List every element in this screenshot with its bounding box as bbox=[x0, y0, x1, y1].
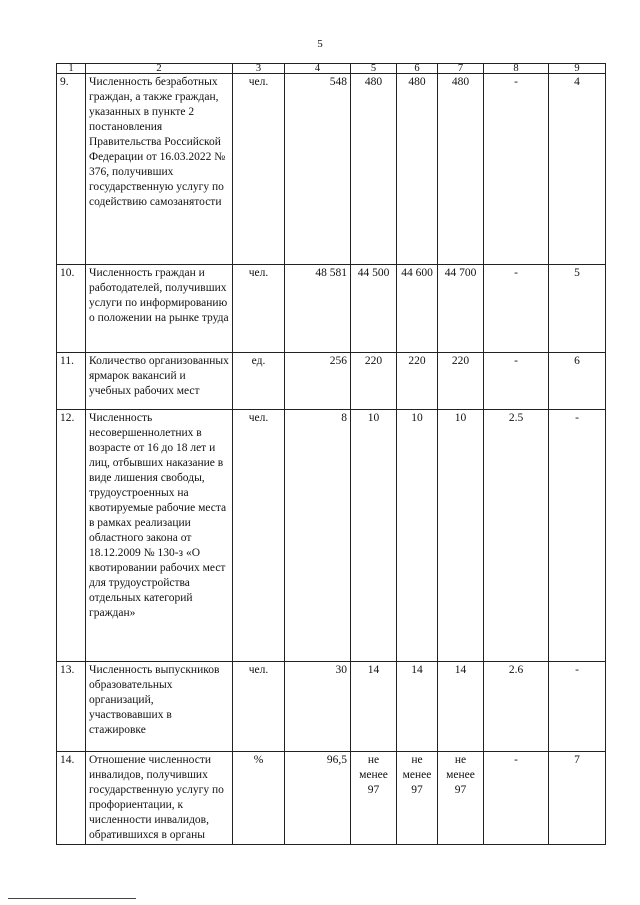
value-cell: 2.5 bbox=[484, 410, 549, 662]
value-cell: 44 600 bbox=[397, 265, 438, 353]
table-row bbox=[57, 265, 606, 353]
value-cell: - bbox=[549, 410, 606, 662]
row-number: 12. bbox=[57, 410, 86, 662]
unit-cell: ед. bbox=[233, 353, 285, 410]
value-cell: - bbox=[484, 353, 549, 410]
table-row bbox=[57, 353, 606, 410]
table-row bbox=[57, 662, 606, 752]
row-number: 10. bbox=[57, 265, 86, 353]
row-number: 14. bbox=[57, 752, 86, 845]
value-cell: 48 581 bbox=[285, 265, 351, 353]
header-cell: 4 bbox=[285, 64, 351, 74]
value-cell: 4 bbox=[549, 74, 606, 265]
indicators-table bbox=[56, 63, 606, 845]
value-cell: 44 500 bbox=[351, 265, 397, 353]
value-cell: 10 bbox=[351, 410, 397, 662]
value-cell: 7 bbox=[549, 752, 606, 845]
unit-cell: чел. bbox=[233, 410, 285, 662]
value-cell: не менее 97 bbox=[438, 752, 484, 845]
value-cell: 548 bbox=[285, 74, 351, 265]
value-cell: - bbox=[484, 752, 549, 845]
header-cell: 9 bbox=[549, 64, 606, 74]
value-cell: 480 bbox=[438, 74, 484, 265]
row-number: 13. bbox=[57, 662, 86, 752]
indicator-name: Отношение численности инвалидов, получивших государственную услугу по профориентации, к численности инвалидов, обратившихся в органы bbox=[86, 752, 233, 845]
value-cell: не менее 97 bbox=[351, 752, 397, 845]
value-cell: 256 bbox=[285, 353, 351, 410]
indicator-name: Численность выпускников образовательных организаций, участвовавших в стажировке bbox=[86, 662, 233, 752]
value-cell: 5 bbox=[549, 265, 606, 353]
unit-cell: чел. bbox=[233, 74, 285, 265]
value-cell: 44 700 bbox=[438, 265, 484, 353]
value-cell: 220 bbox=[438, 353, 484, 410]
value-cell: 96,5 bbox=[285, 752, 351, 845]
row-number: 9. bbox=[57, 74, 86, 265]
indicator-name: Численность несовершеннолетних в возрасте от 16 до 18 лет и лиц, отбывших наказание в виде лишения свободы, трудоустроенных на квотируемые рабочие места в рамках реализации областного закона от 18.12.2009 № 130-з «О квотировании рабочих мест для трудоустройства отдельных категорий граждан» bbox=[86, 410, 233, 662]
value-cell: - bbox=[484, 74, 549, 265]
table-row bbox=[57, 410, 606, 662]
value-cell: 480 bbox=[351, 74, 397, 265]
value-cell: 10 bbox=[397, 410, 438, 662]
table-row bbox=[57, 752, 606, 845]
page-number: 5 bbox=[317, 38, 323, 50]
value-cell: не менее 97 bbox=[397, 752, 438, 845]
indicator-name: Численность безработных граждан, а также граждан, указанных в пункте 2 постановления Правительства Российской Федерации от 16.03.2022 № 376, получивших государственную услугу по содействию самозанятости bbox=[86, 74, 233, 265]
value-cell: 14 bbox=[438, 662, 484, 752]
table-row bbox=[57, 74, 606, 265]
value-cell: 8 bbox=[285, 410, 351, 662]
value-cell: 220 bbox=[351, 353, 397, 410]
header-cell: 1 bbox=[57, 64, 86, 74]
indicator-name: Численность граждан и работодателей, получивших услуги по информированию о положении на рынке труда bbox=[86, 265, 233, 353]
value-cell: - bbox=[549, 662, 606, 752]
value-cell: - bbox=[484, 265, 549, 353]
header-cell: 2 bbox=[86, 64, 233, 74]
value-cell: 30 bbox=[285, 662, 351, 752]
footnote-divider bbox=[8, 898, 136, 899]
header-row bbox=[57, 64, 606, 74]
unit-cell: чел. bbox=[233, 265, 285, 353]
header-cell: 6 bbox=[397, 64, 438, 74]
row-number: 11. bbox=[57, 353, 86, 410]
header-cell: 5 bbox=[351, 64, 397, 74]
value-cell: 14 bbox=[397, 662, 438, 752]
unit-cell: % bbox=[233, 752, 285, 845]
header-cell: 3 bbox=[233, 64, 285, 74]
value-cell: 220 bbox=[397, 353, 438, 410]
header-cell: 8 bbox=[484, 64, 549, 74]
value-cell: 6 bbox=[549, 353, 606, 410]
value-cell: 480 bbox=[397, 74, 438, 265]
value-cell: 14 bbox=[351, 662, 397, 752]
value-cell: 2.6 bbox=[484, 662, 549, 752]
header-cell: 7 bbox=[438, 64, 484, 74]
indicator-name: Количество организованных ярмарок вакансий и учебных рабочих мест bbox=[86, 353, 233, 410]
unit-cell: чел. bbox=[233, 662, 285, 752]
value-cell: 10 bbox=[438, 410, 484, 662]
